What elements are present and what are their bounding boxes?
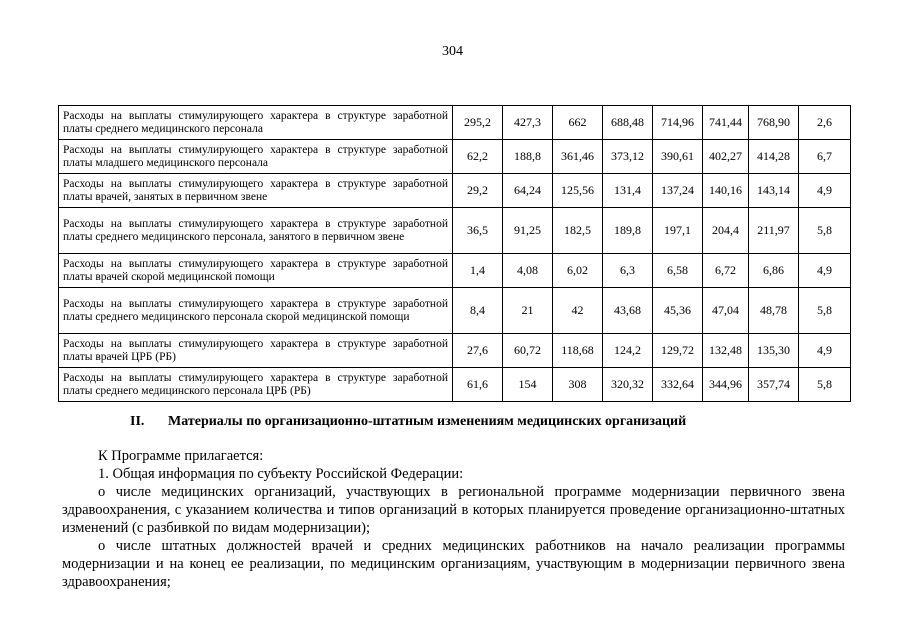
table-cell: 4,9 — [799, 334, 851, 368]
section-heading — [130, 414, 686, 430]
table-row — [59, 334, 851, 368]
table-cell: 124,2 — [603, 334, 653, 368]
table-cell: 182,5 — [553, 208, 603, 254]
table-cell: 27,6 — [453, 334, 503, 368]
table-cell: 6,02 — [553, 254, 603, 288]
section-title: Материалы по организационно-штатным изменениям медицинских организаций — [168, 414, 687, 429]
table-cell: 741,44 — [703, 106, 749, 140]
table-cell: 62,2 — [453, 140, 503, 174]
table-cell: 688,48 — [603, 106, 653, 140]
table-cell: 357,74 — [749, 368, 799, 402]
table-cell: 6,7 — [799, 140, 851, 174]
table-row — [59, 208, 851, 254]
row-label: Расходы на выплаты стимулирующего характера в структуре заработной платы врачей ЦРБ (РБ) — [59, 334, 453, 368]
paragraph: о числе штатных должностей врачей и средних медицинских работников на начало реализации программы модернизации и на конец ее реализации, по медицинским организациям, участвующим в модернизации первичного звена здравоохранения; — [62, 538, 845, 590]
row-label: Расходы на выплаты стимулирующего характера в структуре заработной платы врачей, занятых в первичном звене — [59, 174, 453, 208]
table-cell: 5,8 — [799, 288, 851, 334]
section-number: II. — [130, 414, 145, 429]
table-row — [59, 254, 851, 288]
table-cell: 6,86 — [749, 254, 799, 288]
table-cell: 143,14 — [749, 174, 799, 208]
page-number: 304 — [442, 44, 463, 59]
table-cell: 137,24 — [653, 174, 703, 208]
table-cell: 402,27 — [703, 140, 749, 174]
table-cell: 4,9 — [799, 254, 851, 288]
table-cell: 390,61 — [653, 140, 703, 174]
table-cell: 1,4 — [453, 254, 503, 288]
row-label: Расходы на выплаты стимулирующего характера в структуре заработной платы среднего медицинского персонала, занятого в первичном звене — [59, 208, 453, 254]
table-cell: 36,5 — [453, 208, 503, 254]
table-cell: 135,30 — [749, 334, 799, 368]
table-cell: 320,32 — [603, 368, 653, 402]
table-cell: 662 — [553, 106, 603, 140]
row-label: Расходы на выплаты стимулирующего характера в структуре заработной платы среднего медицинского персонала ЦРБ (РБ) — [59, 368, 453, 402]
table-cell: 344,96 — [703, 368, 749, 402]
table-cell: 4,08 — [503, 254, 553, 288]
table-cell: 61,6 — [453, 368, 503, 402]
table-cell: 8,4 — [453, 288, 503, 334]
table-cell: 189,8 — [603, 208, 653, 254]
table-cell: 2,6 — [799, 106, 851, 140]
paragraph: К Программе прилагается: — [98, 448, 264, 464]
table-cell: 131,4 — [603, 174, 653, 208]
body-text — [62, 447, 845, 591]
row-label: Расходы на выплаты стимулирующего характера в структуре заработной платы среднего медицинского персонала — [59, 106, 453, 140]
table-row — [59, 106, 851, 140]
table-cell: 129,72 — [653, 334, 703, 368]
row-label: Расходы на выплаты стимулирующего характера в структуре заработной платы среднего медицинского персонала скорой медицинской помощи — [59, 288, 453, 334]
table-cell: 204,4 — [703, 208, 749, 254]
table-cell: 47,04 — [703, 288, 749, 334]
table-cell: 295,2 — [453, 106, 503, 140]
row-label: Расходы на выплаты стимулирующего характера в структуре заработной платы врачей скорой медицинской помощи — [59, 254, 453, 288]
table-cell: 4,9 — [799, 174, 851, 208]
table-cell: 21 — [503, 288, 553, 334]
table-cell: 308 — [553, 368, 603, 402]
table-cell: 361,46 — [553, 140, 603, 174]
table-cell: 332,64 — [653, 368, 703, 402]
table-cell: 211,97 — [749, 208, 799, 254]
table-cell: 45,36 — [653, 288, 703, 334]
table-cell: 5,8 — [799, 368, 851, 402]
table-cell: 197,1 — [653, 208, 703, 254]
table-cell: 132,48 — [703, 334, 749, 368]
table-cell: 64,24 — [503, 174, 553, 208]
paragraph: 1. Общая информация по субъекту Российской Федерации: — [98, 466, 464, 482]
table-cell: 48,78 — [749, 288, 799, 334]
table-cell: 768,90 — [749, 106, 799, 140]
table-row — [59, 368, 851, 402]
table-cell: 118,68 — [553, 334, 603, 368]
table-cell: 6,58 — [653, 254, 703, 288]
table-cell: 6,72 — [703, 254, 749, 288]
table-row — [59, 288, 851, 334]
table-cell: 29,2 — [453, 174, 503, 208]
table-row — [59, 174, 851, 208]
table-cell: 154 — [503, 368, 553, 402]
table-cell: 6,3 — [603, 254, 653, 288]
table-cell: 188,8 — [503, 140, 553, 174]
expenses-table — [58, 105, 851, 402]
table-cell: 140,16 — [703, 174, 749, 208]
table-cell: 42 — [553, 288, 603, 334]
table-cell: 60,72 — [503, 334, 553, 368]
table-cell: 373,12 — [603, 140, 653, 174]
table-cell: 414,28 — [749, 140, 799, 174]
table-cell: 91,25 — [503, 208, 553, 254]
table-cell: 5,8 — [799, 208, 851, 254]
table-cell: 714,96 — [653, 106, 703, 140]
table-cell: 43,68 — [603, 288, 653, 334]
row-label: Расходы на выплаты стимулирующего характера в структуре заработной платы младшего медицинского персонала — [59, 140, 453, 174]
table-row — [59, 140, 851, 174]
table-cell: 125,56 — [553, 174, 603, 208]
table-cell: 427,3 — [503, 106, 553, 140]
table-body — [59, 106, 851, 402]
paragraph: о числе медицинских организаций, участвующих в региональной программе модернизации первичного звена здравоохранения, с указанием количества и типов организаций в которых планируется проведение организационно-штатных изменений (с разбивкой по видам модернизации); — [62, 484, 845, 536]
